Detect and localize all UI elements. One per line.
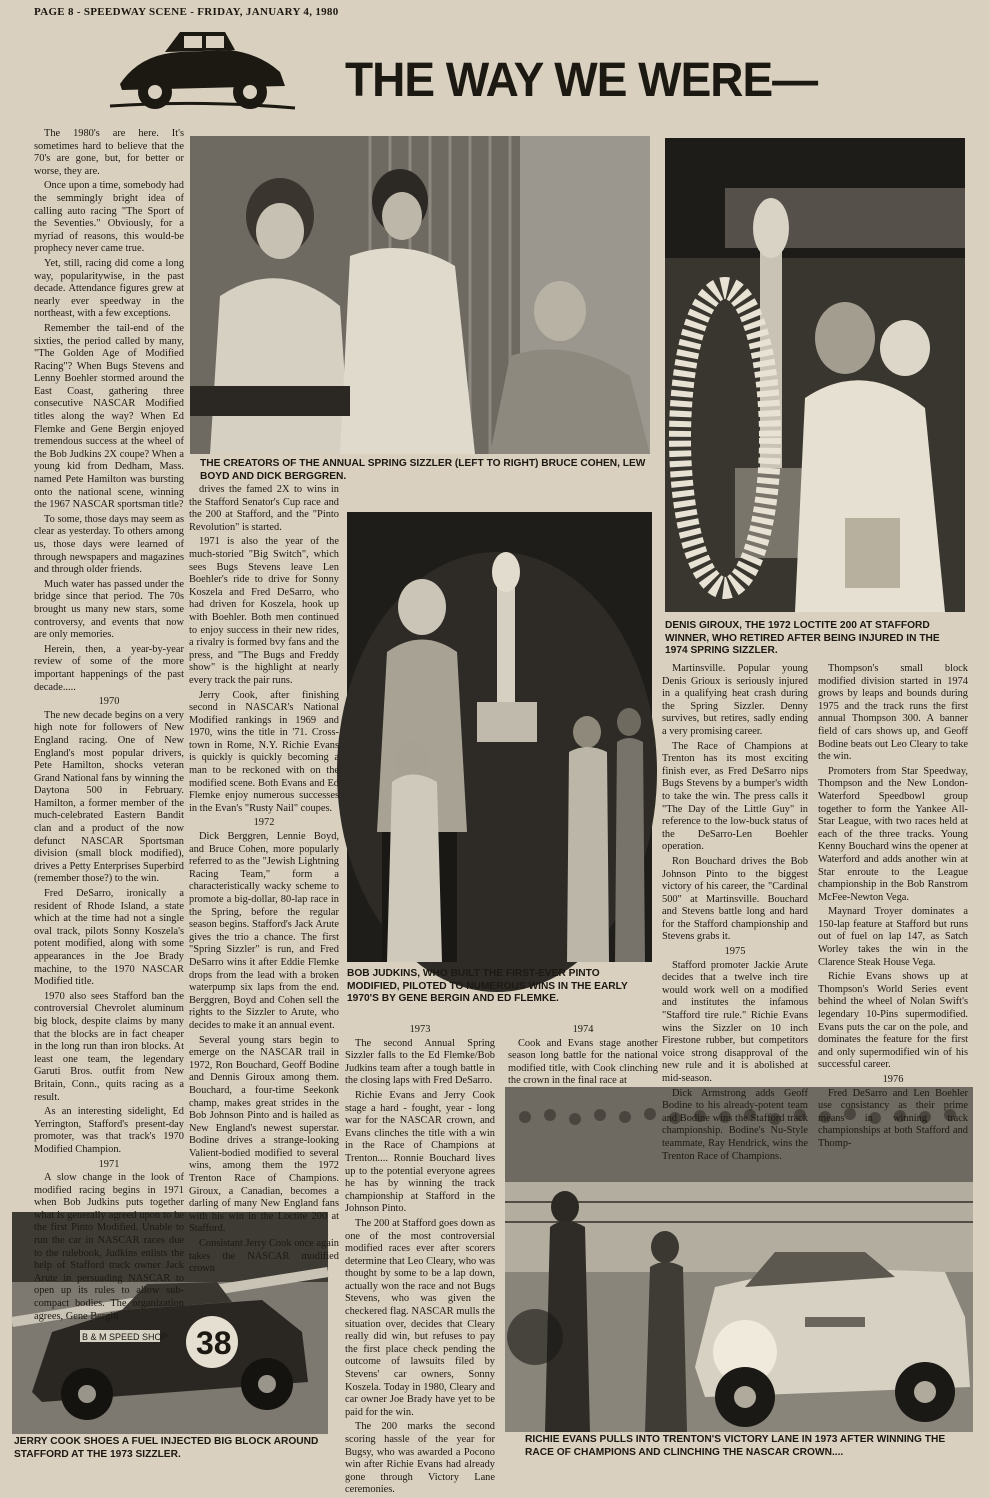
paragraph: The second Annual Spring Sizzler falls to the Ed Flemke/Bob Judkins team after a tough battle in the closing laps with Fred DeSarro.	[345, 1037, 495, 1087]
paragraph: Remember the tail-end of the sixties, the period called by many, "The Golden Age of Modified Racing"? When Bugs Stevens and Lenny Boehler stormed around the East Coast, gathering three consecutive NASCAR Modified titles along the way? When Ed Flemke and Gene Bergin enjoyed tremendous success at the wheel of the Bob Judkins 2X coupe? When a young kid from Dedham, Mass. named Pete Hamilton was bursting onto the national scene, winning the 1967 NASCAR sportsman title?	[34, 322, 184, 511]
paragraph: The Race of Champions at Trenton has its most exciting finish ever, as Fred DeSarro nips Bugs Stevens by a bumper's width to take the win. The press calls it "The Day of the Little Guy" in reference to the low-buck status of the DeSarro-Len Boehler operation.	[662, 740, 808, 853]
article-column-2	[189, 484, 339, 1275]
paragraph: Martinsville. Popular young Denis Grioux is seriously injured in a qualifying heat crash during the Spring Sizzler. Denny survives, but retires, sadly ending a very promising career.	[662, 663, 808, 737]
paragraph: Ron Bouchard drives the Bob Johnson Pinto to the biggest victory of his career, the "Cardinal 500" at Martinsville. Bouchard and Stevens battle long and hard for the Stafford championship and Stevens grabs it.	[662, 855, 808, 943]
running-head: PAGE 8 - SPEEDWAY SCENE - FRIDAY, JANUARY 4, 1980	[34, 6, 339, 18]
caption-photo-judkins: BOB JUDKINS, WHO BUILT THE FIRST-EVER PINTO MODIFIED, PILOTED TO NUMEROUS WINS IN THE EARLY 1970'S BY GENE BERGIN AND ED FLEMKE.	[347, 968, 628, 1004]
paragraph: As an interesting sidelight, Ed Yerrington, Stafford's present-day promoter, was that track's 1970 Modified Champion.	[34, 1106, 184, 1155]
year-heading: 1974	[572, 1024, 594, 1035]
article-column-1	[34, 128, 184, 1322]
caption-photo-richie-evans: RICHIE EVANS PULLS INTO TRENTON'S VICTORY LANE IN 1973 AFTER WINNING THE RACE OF CHAMPIONS AND CLINCHING THE NASCAR CROWN....	[525, 1434, 946, 1458]
paragraph: To some, those days may seem as clear as yesterday. To others among us, those days were learned of through newspapers and magazines and through older friends.	[34, 513, 184, 576]
car-sponsor-text: B & M SPEED SHOP	[82, 1332, 168, 1342]
paragraph: Much water has passed under the bridge since that period. The 70s brought us many new stars, some controversy, and events that now are only memories.	[34, 578, 184, 641]
year-heading: 1972	[253, 817, 275, 829]
paragraph: Consistant Jerry Cook once again takes the NASCAR modified crown	[189, 1238, 339, 1275]
paragraph: Herein, then, a year-by-year review of some of the more important happenings of the past decade.....	[34, 643, 184, 693]
article-column-5	[818, 663, 968, 1149]
car-number-text: 38	[196, 1325, 232, 1361]
paragraph: 1971 is also the year of the much-storied "Big Switch", which sees Bugs Stevens leave Len Boehler's ride to drive for Sonny Koszela and Fred DeSarro, who had driven for Koszela, hook up with Boehler. Both men continued to enjoy success in their new rides, a rivalry is formed bvy fans and the press, and "The Bugs and Freddy show" is the highlight at nearly every track the pair runs.	[189, 536, 339, 686]
page-title: THE WAY WE WERE—	[345, 51, 818, 107]
paragraph: The 200 at Stafford goes down as one of the most controversial modified races ever after scorers determine that Leo Cleary, who was thought by some to be a lap down, actually won the race and not Bugs Stevens, who was given the checkered flag. NASCAR mulls the situation over, decides that Cleary really did win, but refuses to pay the first place check pending the outcome of lawsuits filed by Stevens' car owners, Sonny Koszela. Today in 1980, Cleary and car owner Joe Brady have yet to be paid for the win.	[345, 1217, 495, 1418]
photo-bob-judkins-trophy	[347, 512, 652, 962]
year-heading: 1976	[882, 1074, 904, 1085]
caption-photo-creators: THE CREATORS OF THE ANNUAL SPRING SIZZLER (LEFT TO RIGHT) BRUCE COHEN, LEW BOYD AND DICK BERGGREN.	[200, 458, 646, 482]
paragraph: Jerry Cook, after finishing second in NASCAR's National Modified rankings in 1969 and 1970, wins the title in '71. Cross-town in Rome, N.Y. Richie Evans is quickly is quickly becoming a man to be reckoned with on the modified scene. Both Evans and Ed Flemke enjoy numerous successes in the Evan's "Rusty Nail" coupes.	[189, 689, 339, 814]
paragraph: The new decade begins on a very high note for followers of New England racing. One of New England's most popular drivers, Pete Hamilton, shocks veteran Grand National fans by winning the Daytona 500 in February. Hamilton, a former member of the much-celebrated Eastern Bandit clan and a product of the now defunct NASCAR Sportsman division (small block modified), drives a Petty Enterprises Superbird (remember those?) to the win.	[34, 709, 184, 885]
paragraph: Thompson's small block modified division started in 1974 grows by leaps and bounds during 1975 and the track runs the first annual Thompson 300. A banner field of cars shows up, and Geoff Bodine beats out Leo Cleary to take the win.	[818, 663, 968, 763]
year-heading: 1973	[409, 1024, 431, 1035]
caption-photo-giroux: DENIS GIROUX, THE 1972 LOCTITE 200 AT STAFFORD WINNER, WHO RETIRED AFTER BEING INJURED IN THE 1974 SPRING SIZZLER.	[665, 620, 940, 656]
paragraph: Cook and Evans stage another season long battle for the national modified title, with Cook clinching the crown in the final race at	[508, 1037, 658, 1087]
paragraph: Yet, still, racing did come a long way, popularitywise, in the past decade. Attendance figures grew at nearly ever speedway in the northeast, with a few exceptions.	[34, 257, 184, 320]
article-column-4	[662, 663, 808, 1162]
paragraph: The 200 marks the second scoring hassle of the year for Bugsy, who was awarded a Pocono win after Richie Evans had already gone through Victory Lane ceremonies.	[345, 1421, 495, 1496]
year-heading: 1971	[98, 1158, 120, 1170]
paragraph: 1970 also sees Stafford ban the controversial Chevrolet aluminum big block, despite claims by many that the blocks are in fact cheaper in the long run than iron blocks. At least one team, the legendary Garuti Bros. outfit from New Britain, Conn., quits racing as a result.	[34, 990, 184, 1103]
race-car-logo-illustration	[110, 24, 295, 114]
paragraph: Once upon a time, somebody had the semmingly bright idea of calling auto racing "The Sport of the Seventies." Obviously, for a myriad of reasons, this would-be prophecy never came true.	[34, 180, 184, 255]
photo-denis-giroux-trophy	[665, 138, 965, 612]
article-column-3	[345, 1022, 495, 1496]
paragraph: Promoters from Star Speedway, Thompson and the New London-Waterford Speedbowl group together to form the Yankee All-Star League, with two races held at each of the three tracks. Young Kenny Bouchard wins the opener at Waterford and adds another win at Star enroute to the League championship in the Bob Ranstrom McFee-Newton Vega.	[818, 765, 968, 903]
paragraph: Maynard Troyer dominates a 150-lap feature at Stafford but runs out of fuel on lap 147, as Satch Worley takes the win in the Clarence Steak House Vega.	[818, 906, 968, 968]
paragraph: Richie Evans and Jerry Cook stage a hard - fought, year - long war for the NASCAR crown, and Evans clinches the title with a win in the Race of Champions at Trenton.... Ronnie Bouchard lives up to the potential everyone agrees he has by winning the track championship at Stafford in the Johnson Pinto.	[345, 1089, 495, 1215]
year-heading: 1970	[98, 696, 120, 708]
caption-photo-jerry-cook: JERRY COOK SHOES A FUEL INJECTED BIG BLOCK AROUND STAFFORD AT THE 1973 SIZZLER.	[14, 1436, 319, 1460]
paragraph: The 1980's are here. It's sometimes hard to believe that the 70's are gone, but, for better or worse, they are.	[34, 128, 184, 177]
year-heading: 1975	[724, 946, 746, 958]
paragraph: Stafford promoter Jackie Arute decides that a twelve inch tire would work well on a modified and institutes the infamous "Stafford tire rule." Richie Evans wins the Sizzler on 10 inch Firestone rubber, but competitors voice strong disapproval of the new rule and it is abolished at mid-season.	[662, 959, 808, 1084]
paragraph: Richie Evans shows up at Thompson's World Series event behind the wheel of Nolan Swift's legendary 10-Pins supermodified. Evans puts the car on the pole, and dominates the feature for the first and only supermodified win of his successful career.	[818, 971, 968, 1071]
article-column-4-lead	[508, 1022, 658, 1087]
paragraph: Fred DeSarro, ironically a resident of Rhode Island, a state which at the time had not a single oval track, pilots Sonny Koszela's potent modified, along with some appearances in the Joe Brady machine, to the 1970 NASCAR Modified title.	[34, 888, 184, 988]
paragraph: A slow change in the look of modified racing begins in 1971 when Bob Judkins puts together what is generally agreed upon to be the first Pinto Modified. Unable to run the car in NASCAR races due to the rulebook, Judkins enlists the help of Stafford track owner Jack Arute in persuading NASCAR to open up its rules to allow sub-compact bodies. The organization agrees, Gene Bergin	[34, 1172, 184, 1322]
paragraph: Dick Berggren, Lennie Boyd, and Bruce Cohen, more popularly referred to as the "Jewish Lightning Racing Team," form a characteristically wacky scheme to promote a big-dollar, 80-lap race in the Spring, before the regular season begins. Stafford's Jack Arute gives the trio a chance. The first "Spring Sizzler" is run, and Fred DeSarro wins it after Eddie Flemke drops from the lead with a broken waterpump six laps from the end. Berggren, Boyd and Cohen sell the rights to the Sizzler to Arute, who decides to make it an annual event.	[189, 831, 339, 1031]
paragraph: Dick Armstrong adds Geoff Bodine to his already-potent team and Bodine wins the Stafford track championship. Bodine's Nu-Style teammate, Ray Hendrick, wins the Trenton Race of Champions.	[662, 1087, 808, 1162]
photo-creators-of-sizzler	[190, 136, 650, 454]
paragraph: drives the famed 2X to wins in the Stafford Senator's Cup race and the 200 at Stafford, and the "Pinto Revolution" is started.	[189, 484, 339, 533]
paragraph: Several young stars begin to emerge on the NASCAR trail in 1972, Ron Bouchard, Geoff Bodine and Dennis Giroux among them. Bouchard, a four-time Seekonk champ, makes great strides in the Bob Johnson Pinto and is hailed as New England's newest superstar. Bodine drives a strange-looking Valient-bodied modified to several wins, among them the 1972 Trenton Race of Champions. Giroux, a Canadian, becomes a darling of many New England fans with his win in the Loctite 200 at Stafford.	[189, 1034, 339, 1235]
paragraph: Fred DeSarro and Len Boehler use consistancy as their prime means in winning track championships at both Stafford and Thomp-	[818, 1087, 968, 1149]
